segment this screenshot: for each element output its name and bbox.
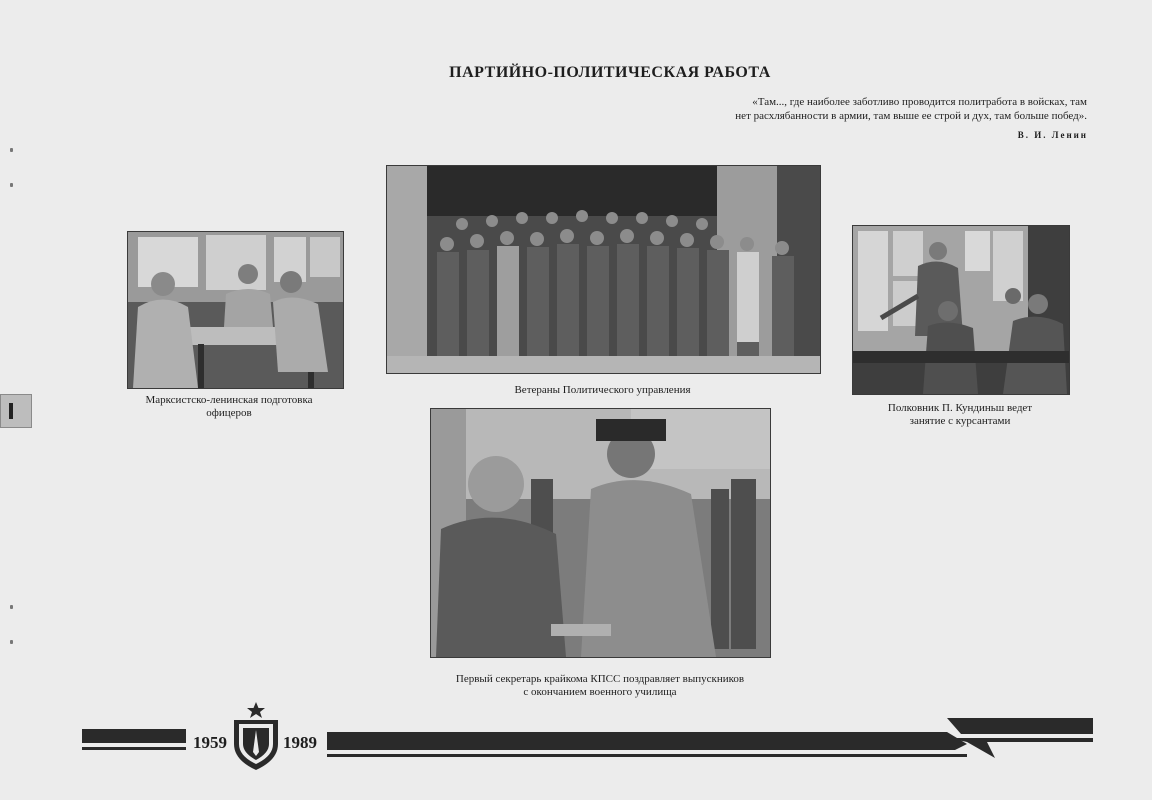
caption-line: занятие с курсантами — [909, 415, 1011, 427]
lenin-quote — [600, 95, 1087, 123]
page-edge-tab — [0, 394, 32, 428]
caption-line: Марксистско-ленинская подготовка — [145, 394, 313, 406]
year-end: 1989 — [283, 733, 317, 752]
binding-hole-mark — [10, 183, 13, 187]
caption-line: Первый секретарь крайкома КПСС поздравляет выпускников — [455, 673, 745, 685]
quote-author: В. И. Ленин — [1017, 130, 1088, 140]
photo-officers-training — [127, 231, 344, 389]
photo-graduation-congratulation — [430, 408, 771, 658]
binding-hole-mark — [10, 640, 13, 644]
binding-hole-mark — [10, 605, 13, 609]
emblem-shield-icon — [230, 700, 282, 772]
binding-hole-mark — [10, 148, 13, 152]
footer-stripe — [82, 729, 186, 743]
footer-ribbon — [327, 716, 1097, 760]
caption-line: Полковник П. Кундиньш ведет — [887, 402, 1033, 414]
photo-caption-bottom — [418, 673, 782, 699]
photo-caption-left — [118, 394, 340, 420]
caption-line: с окончанием военного училища — [523, 686, 677, 698]
quote-line: нет расхлябанности в армии, там выше ее строй и дух, там больше побед». — [735, 110, 1087, 122]
photo-veterans-group — [386, 165, 821, 374]
footer-stripe — [82, 747, 186, 750]
page-title: ПАРТИЙНО-ПОЛИТИЧЕСКАЯ РАБОТА — [449, 64, 771, 81]
photo-caption-center: Ветераны Политического управления — [514, 384, 691, 396]
photo-colonel-cadets — [852, 225, 1070, 395]
caption-line: офицеров — [206, 407, 252, 419]
year-start: 1959 — [193, 733, 227, 752]
photo-caption-right — [846, 402, 1074, 428]
quote-line: «Там..., где наиболее заботливо проводится политработа в войсках, там — [752, 96, 1087, 108]
